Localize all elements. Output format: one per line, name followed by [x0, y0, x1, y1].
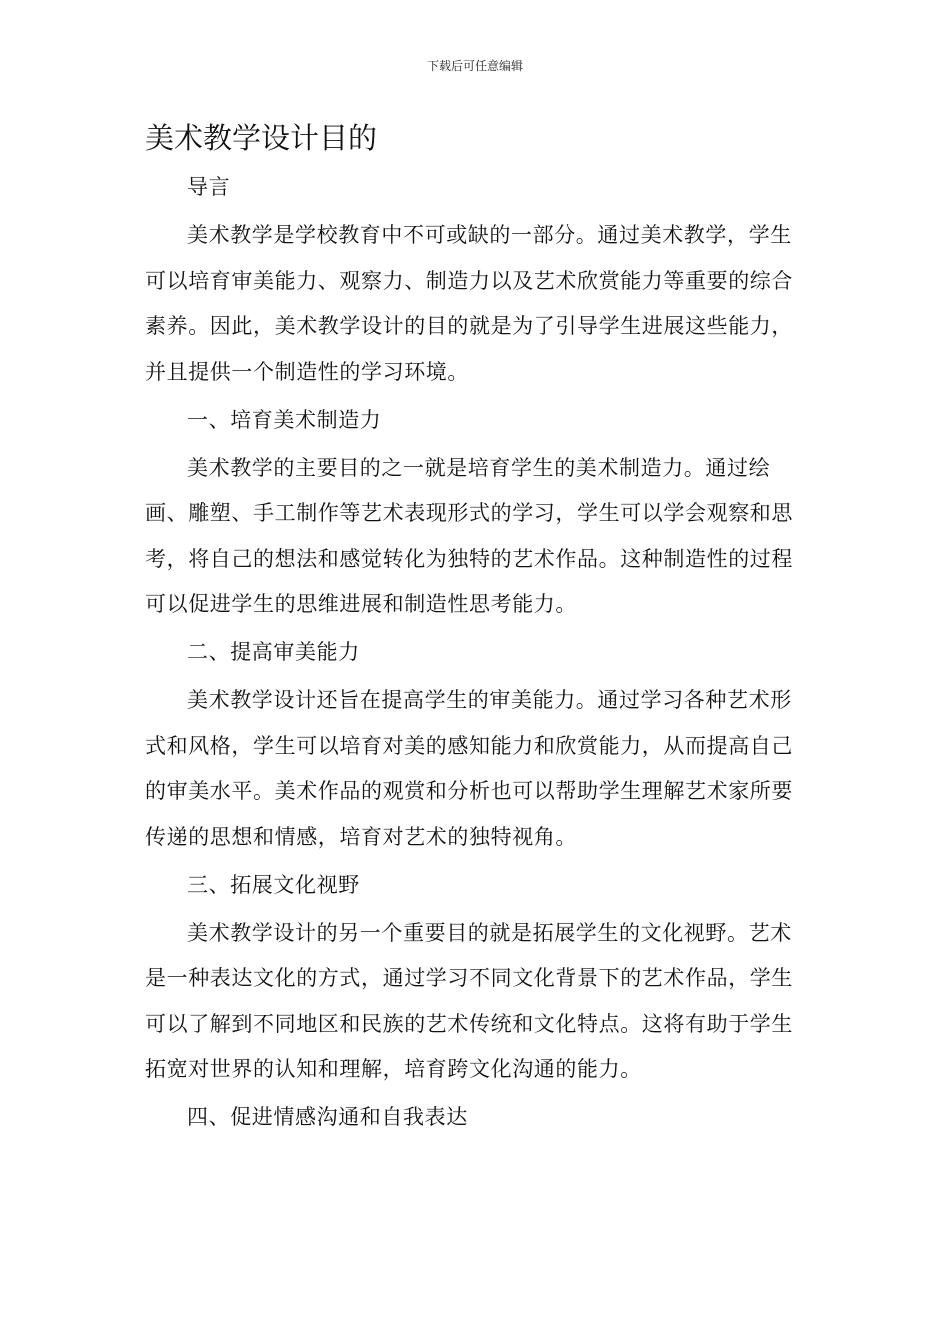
section-2-heading: 二、提高审美能力	[187, 640, 360, 664]
intro-heading: 导言	[187, 175, 231, 199]
section-1-paragraph: 美术教学的主要目的之一就是培育学生的美术制造力。通过绘画、雕塑、手工制作等艺术表现形式的学习，学生可以学会观察和思考，将自己的想法和感觉转化为独特的艺术作品。这种制造性的过程可以促进学生的思维进展和制造性思考能力。	[145, 455, 793, 616]
section-4-heading: 四、促进情感沟通和自我表达	[187, 1105, 468, 1129]
intro-paragraph: 美术教学是学校教育中不可或缺的一部分。通过美术教学，学生可以培育审美能力、观察力、制造力以及艺术欣赏能力等重要的综合素养。因此，美术教学设计的目的就是为了引导学生进展这些能力，并且提供一个制造性的学习环境。	[145, 223, 793, 384]
document-title: 美术教学设计目的	[145, 121, 378, 155]
section-1-heading: 一、培育美术制造力	[187, 407, 382, 432]
section-3-heading: 三、拓展文化视野	[187, 872, 360, 897]
section-2-paragraph: 美术教学设计还旨在提高学生的审美能力。通过学习各种艺术形式和风格，学生可以培育对美的感知能力和欣赏能力，从而提高自己的审美水平。美术作品的观赏和分析也可以帮助学生理解艺术家所要传递的思想和情感，培育对艺术的独特视角。	[145, 688, 793, 849]
document-body	[145, 165, 795, 1143]
section-3-paragraph: 美术教学设计的另一个重要目的就是拓展学生的文化视野。艺术是一种表达文化的方式，通过学习不同文化背景下的艺术作品，学生可以了解到不同地区和民族的艺术传统和文化特点。这将有助于学生拓宽对世界的认知和理解，培育跨文化沟通的能力。	[145, 920, 793, 1081]
page-header-note: 下载后可任意编辑	[426, 59, 523, 73]
